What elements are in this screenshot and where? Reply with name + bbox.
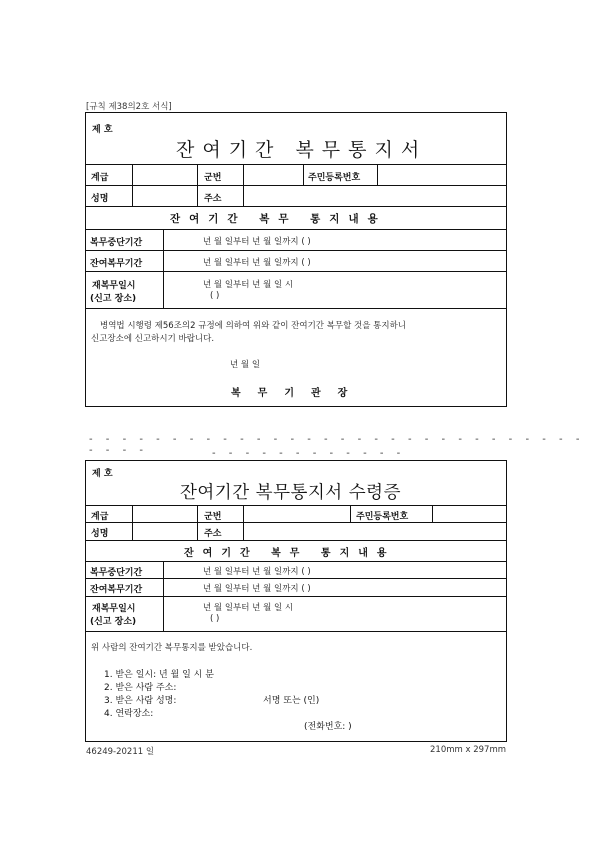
receipt-item-address: 2. 받은 사람 주소: (104, 683, 177, 693)
receipt-name-label: 성명 (91, 529, 109, 539)
receipt-phone: (전화번호: ) (304, 722, 352, 732)
form-label: [규칙 제38의2호 서식] (86, 102, 172, 112)
service-number-label: 군번 (204, 173, 222, 183)
resident-number-label: 주민등록번호 (308, 173, 361, 183)
receipt-report-place-value: ( ) (210, 614, 220, 624)
receipt-confirmation-text: 위 사람의 잔여기간 복무통지를 받았습니다. (91, 643, 253, 653)
receipt-service-suspension-label: 복무중단기간 (90, 568, 143, 578)
receipt-item-contact: 4. 연락장소: (104, 709, 154, 719)
form-code: 46249-20211 일 (86, 747, 155, 757)
notice-section-heading: 잔여기간 복무 통지내용 (170, 213, 387, 225)
reservice-date-value: 년 월 일부터 년 월 일 시 (203, 280, 294, 290)
notice-title: 잔여기간 복무통지서 (176, 139, 428, 161)
receipt-reservice-date-label: 재복무일시 (92, 604, 136, 614)
report-place-label: (신고 장소) (90, 294, 137, 304)
receipt-reservice-date-value: 년 월 일부터 년 월 일 시 (203, 603, 294, 613)
receipt-title: 잔여기간 복무통지서 수령증 (180, 483, 401, 503)
receipt-remaining-service-value: 년 월 일부터 년 월 일까지 ( ) (203, 584, 311, 594)
remaining-service-label: 잔여복무기간 (90, 259, 143, 269)
service-suspension-value: 년 월 일부터 년 월 일까지 ( ) (203, 237, 311, 247)
cut-line-continued: - - - - - - - - - - - - (212, 448, 406, 459)
address-label: 주소 (204, 194, 222, 204)
receipt-rank-label: 계급 (91, 512, 109, 522)
receipt-remaining-service-label: 잔여복무기간 (90, 585, 143, 595)
service-suspension-label: 복무중단기간 (90, 238, 143, 248)
paper-size: 210mm x 297mm (430, 745, 507, 755)
receipt-number-label: 제 호 (92, 469, 113, 479)
receipt-service-suspension-value: 년 월 일부터 년 월 일까지 ( ) (203, 567, 311, 577)
receipt-service-number-label: 군번 (204, 512, 222, 522)
receipt-section-heading: 잔여기간 복무 통지내용 (184, 548, 396, 559)
notice-body-line1: 병역법 시행령 제56조의2 규정에 의하여 위와 같이 잔여기간 복무할 것을 통지하니 (100, 321, 406, 331)
name-label: 성명 (91, 194, 109, 204)
receipt-item-name: 3. 받은 사람 성명: (104, 696, 177, 706)
remaining-service-value: 년 월 일부터 년 월 일까지 ( ) (203, 258, 311, 268)
receipt-item-date: 1. 받은 일시: 년 월 일 시 분 (104, 670, 214, 680)
cut-line: - - - - - - - - - - - - - - - - - - - - - - - - - - - - - - - - - - (89, 434, 585, 456)
notice-body-line2: 신고장소에 신고하시기 바랍니다. (91, 334, 215, 344)
rank-label: 계급 (91, 173, 109, 183)
receipt-report-place-label: (신고 장소) (90, 617, 137, 627)
receipt-resident-number-label: 주민등록번호 (356, 512, 409, 522)
notice-number-label: 제 호 (92, 125, 113, 135)
notice-date-line: 년 월 일 (230, 360, 261, 370)
reservice-date-label: 재복무일시 (92, 281, 136, 291)
report-place-value: ( ) (210, 291, 220, 301)
receipt-address-label: 주소 (204, 529, 222, 539)
service-authority: 복무기관장 (231, 388, 365, 399)
receipt-signature-label: 서명 또는 (인) (263, 696, 320, 706)
